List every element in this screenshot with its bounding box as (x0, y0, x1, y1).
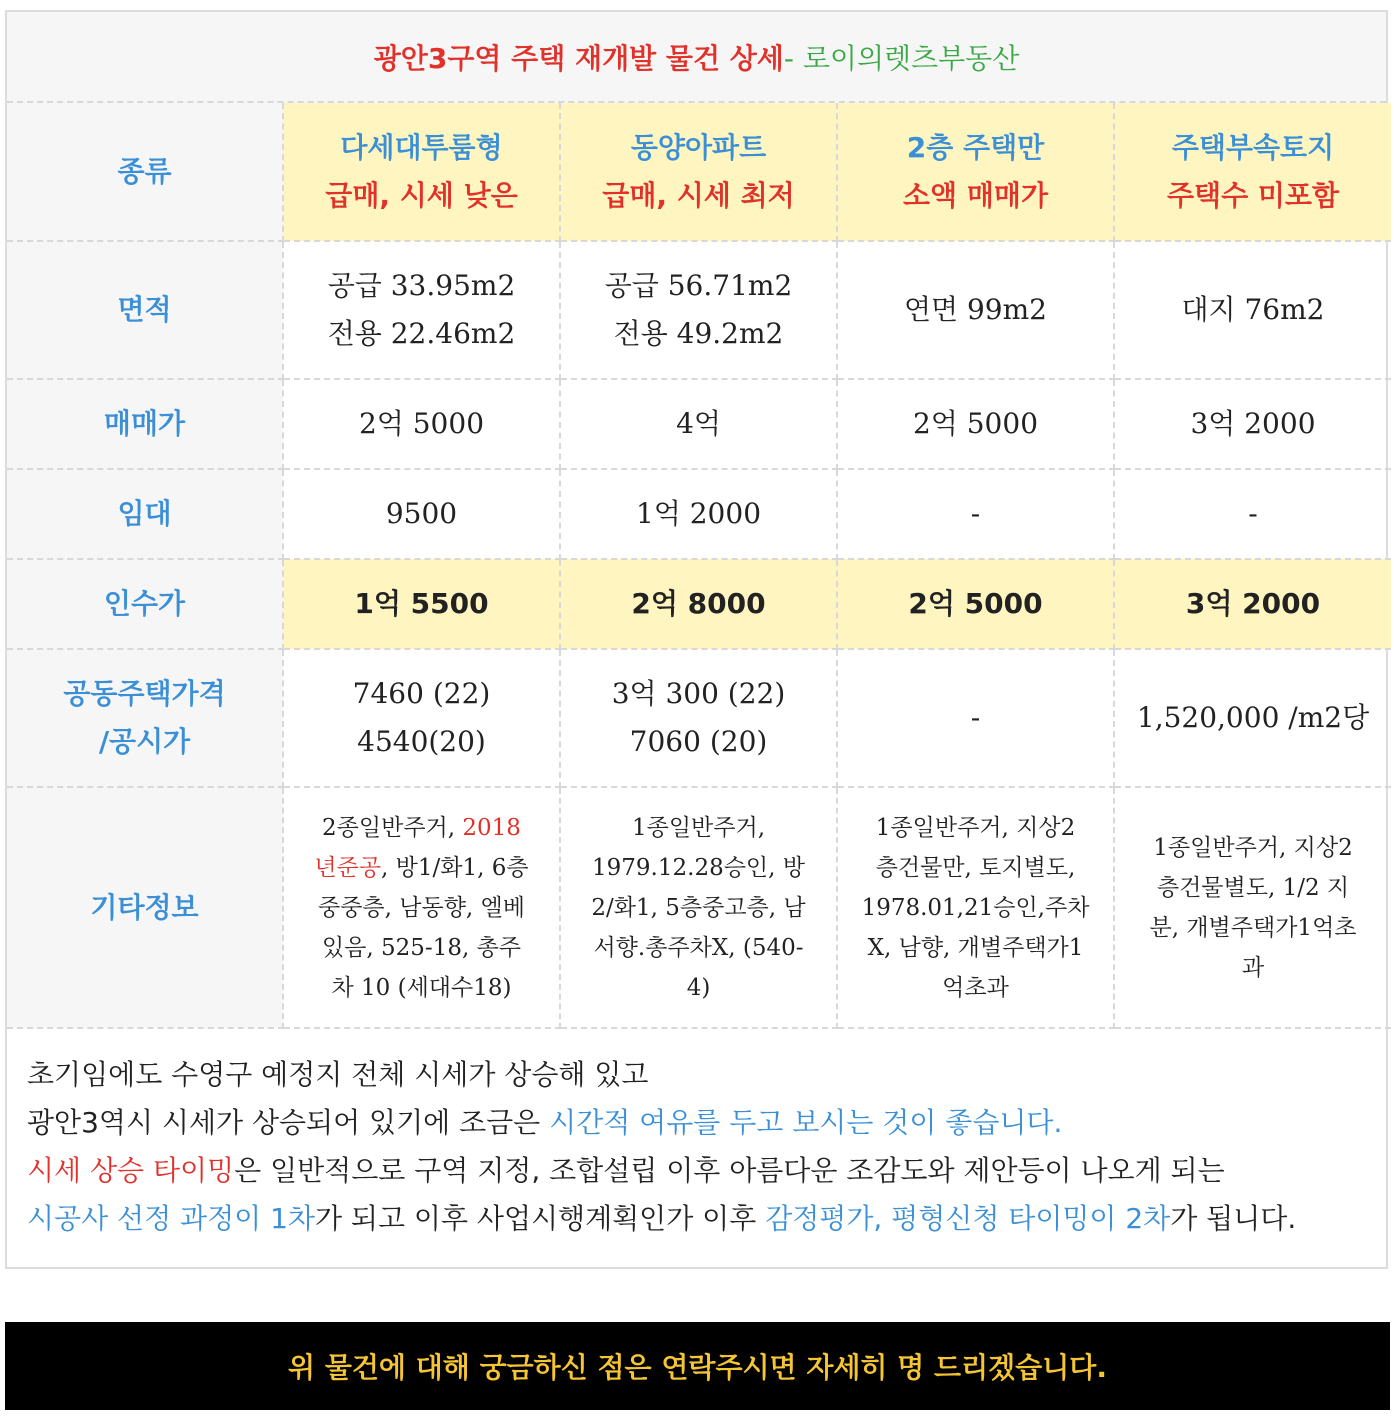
etc-info-cell: 1종일반주거, 지상2 층건물만, 토지별도, 1978.01,21승인,주차 X, 남향, 개별주택가1 억초과 (837, 787, 1114, 1028)
row-label-official-price: 공동주택가격 /공시가 (7, 649, 283, 787)
table-row-price (7, 379, 1391, 469)
note-line: 시세 상승 타이밍은 일반적으로 구역 지정, 조합설립 이후 아름다운 조감도와 제안등이 나오게 되는 (27, 1154, 1225, 1187)
official-price-cell: 1,520,000 /m2당 (1114, 649, 1391, 787)
takeover-cell: 2억 5000 (837, 559, 1114, 649)
page-title (7, 12, 1386, 103)
lease-cell: 1억 2000 (560, 469, 837, 559)
official-price-cell: 3억 300 (22) 7060 (20) (560, 649, 837, 787)
row-label-etc-info: 기타정보 (7, 787, 283, 1028)
price-cell: 4억 (560, 379, 837, 469)
table-row-takeover (7, 559, 1391, 649)
listing-card (5, 10, 1388, 1269)
type-cell: 2층 주택만 소액 매매가 (837, 103, 1114, 241)
type-cell: 주택부속토지 주택수 미포함 (1114, 103, 1391, 241)
area-cell: 대지 76m2 (1114, 241, 1391, 379)
title-main: 광안3구역 주택 재개발 물건 상세 (373, 41, 784, 75)
table-row-area (7, 241, 1391, 379)
lease-cell: - (1114, 469, 1391, 559)
lease-cell: 9500 (283, 469, 560, 559)
table-row-lease (7, 469, 1391, 559)
note-line: 광안3역시 시세가 상승되어 있기에 조금은 시간적 여유를 두고 보시는 것이 좋습니다. (27, 1106, 1063, 1139)
property-table (7, 103, 1391, 1029)
row-label-area: 면적 (7, 241, 283, 379)
takeover-cell: 1억 5500 (283, 559, 560, 649)
area-cell: 공급 56.71m2 전용 49.2m2 (560, 241, 837, 379)
official-price-cell: 7460 (22) 4540(20) (283, 649, 560, 787)
note-paragraph (7, 1029, 1386, 1267)
row-label-lease: 임대 (7, 469, 283, 559)
price-cell: 2억 5000 (837, 379, 1114, 469)
type-cell: 다세대투룸형 급매, 시세 낮은 (283, 103, 560, 241)
takeover-cell: 3억 2000 (1114, 559, 1391, 649)
table-row-type (7, 103, 1391, 241)
etc-info-cell: 1종일반주거, 지상2 층건물별도, 1/2 지 분, 개별주택가1억초 과 (1114, 787, 1391, 1028)
table-row-official-price (7, 649, 1391, 787)
takeover-cell: 2억 8000 (560, 559, 837, 649)
etc-info-cell: 2종일반주거, 2018 년준공, 방1/화1, 6층 중중층, 남동향, 엘베 있음, 525-18, 총주 차 10 (세대수18) (283, 787, 560, 1028)
area-cell: 연면 99m2 (837, 241, 1114, 379)
row-label-type: 종류 (7, 103, 283, 241)
price-cell: 3억 2000 (1114, 379, 1391, 469)
area-cell: 공급 33.95m2 전용 22.46m2 (283, 241, 560, 379)
price-cell: 2억 5000 (283, 379, 560, 469)
official-price-cell: - (837, 649, 1114, 787)
row-label-price: 매매가 (7, 379, 283, 469)
etc-info-cell: 1종일반주거, 1979.12.28승인, 방 2/화1, 5층중고층, 남 서향.총주차X, (540- 4) (560, 787, 837, 1028)
contact-banner: 위 물건에 대해 궁금하신 점은 연락주시면 자세히 명 드리겠습니다. (5, 1322, 1390, 1410)
table-row-etc-info (7, 787, 1391, 1028)
lease-cell: - (837, 469, 1114, 559)
row-label-takeover: 인수가 (7, 559, 283, 649)
note-line: 초기임에도 수영구 예정지 전체 시세가 상승해 있고 (27, 1058, 649, 1091)
note-line: 시공사 선정 과정이 1차가 되고 이후 사업시행계획인가 이후 감정평가, 평형신청 타이밍이 2차가 됩니다. (27, 1202, 1297, 1235)
title-sub: - 로이의렛츠부동산 (783, 41, 1020, 75)
type-cell: 동양아파트 급매, 시세 최저 (560, 103, 837, 241)
